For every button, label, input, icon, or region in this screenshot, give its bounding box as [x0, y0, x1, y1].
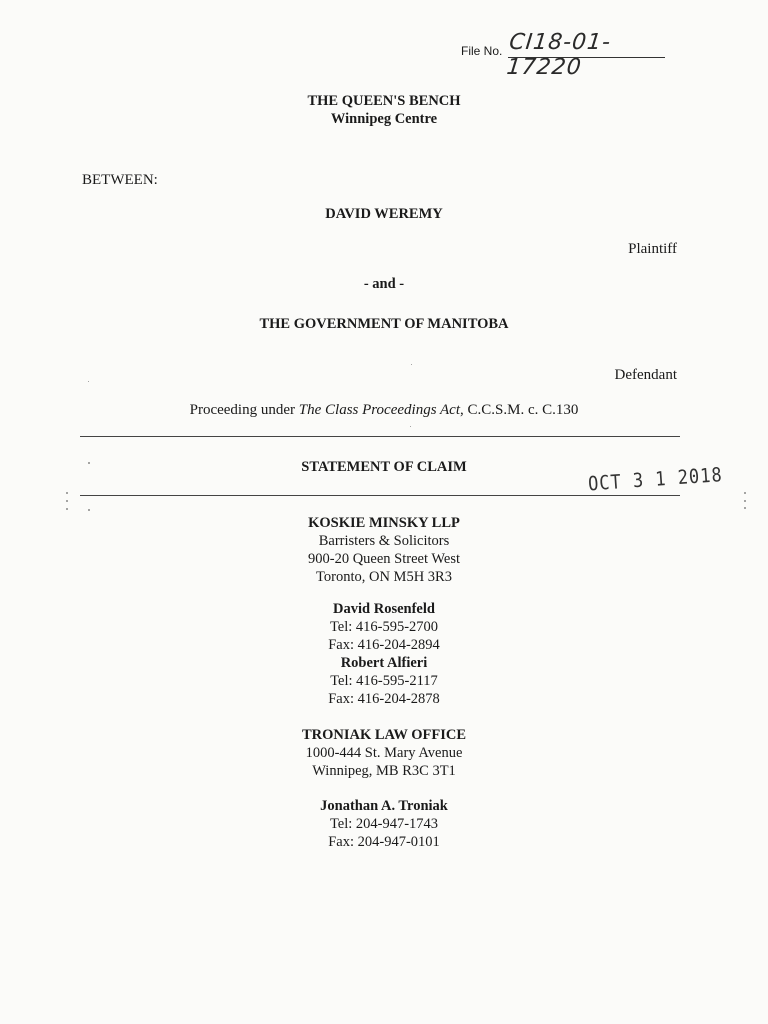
document-title: STATEMENT OF CLAIM: [301, 459, 467, 475]
firm2-line: Winnipeg, MB R3C 3T1: [312, 763, 456, 779]
plaintiff-name: DAVID WEREMY: [325, 206, 443, 222]
scan-speck: [744, 500, 746, 502]
firm2-line: 1000-444 St. Mary Avenue: [305, 745, 463, 761]
scan-speck: [66, 508, 68, 510]
lawyer-name: David Rosenfeld: [333, 601, 435, 617]
lawyer-alfieri: [0, 654, 768, 708]
proceeding-act: The Class Proceedings Act: [298, 402, 461, 418]
firm1-name: KOSKIE MINSKY LLP: [308, 515, 460, 531]
proceeding-prefix: Proceeding under: [189, 402, 299, 418]
scan-speck: [88, 381, 89, 382]
plaintiff-role: Plaintiff: [628, 241, 677, 257]
lawyer-rosenfeld: [0, 600, 768, 654]
lawyer-fax: Fax: 416-204-2894: [328, 637, 440, 653]
lawyer-fax: Fax: 416-204-2878: [328, 691, 440, 707]
court-centre: Winnipeg Centre: [330, 111, 438, 127]
file-no-value: CI18-01-17220: [505, 30, 613, 80]
scan-speck: [410, 426, 411, 427]
scan-speck: [744, 492, 746, 494]
lawyer-tel: Tel: 416-595-2117: [330, 673, 438, 689]
scan-speck: [88, 462, 90, 464]
defendant-name: THE GOVERNMENT OF MANITOBA: [259, 316, 509, 332]
divider-bottom: [80, 495, 680, 496]
defendant-role: Defendant: [614, 367, 677, 383]
scan-speck: [66, 492, 68, 494]
firm-koskie-minsky: [0, 514, 768, 586]
lawyer-name: Robert Alfieri: [340, 655, 428, 671]
received-date-stamp: OCT 3 1 2018: [587, 463, 724, 497]
proceeding-line: [0, 402, 768, 419]
lawyer-tel: Tel: 416-595-2700: [329, 619, 439, 635]
firm1-line: Barristers & Solicitors: [318, 533, 450, 549]
proceeding-suffix: , C.C.S.M. c. C.130: [460, 402, 579, 418]
between-label: BETWEEN:: [82, 172, 158, 188]
scan-speck: [88, 509, 90, 511]
divider-top: [80, 436, 680, 437]
lawyer-fax: Fax: 204-947-0101: [328, 834, 440, 850]
firm1-line: 900-20 Queen Street West: [308, 551, 460, 567]
lawyer-tel: Tel: 204-947-1743: [329, 816, 439, 832]
court-name: THE QUEEN'S BENCH: [307, 93, 461, 109]
file-no-underline: [508, 57, 665, 58]
lawyer-name: Jonathan A. Troniak: [320, 798, 448, 814]
file-no-label: File No.: [461, 44, 503, 58]
and-label: - and -: [363, 276, 405, 292]
lawyer-troniak: [0, 797, 768, 851]
firm-troniak: [0, 726, 768, 780]
scan-speck: [744, 507, 746, 509]
scan-speck: [66, 500, 68, 502]
firm1-line: Toronto, ON M5H 3R3: [316, 569, 452, 585]
scan-speck: [411, 364, 412, 365]
firm2-name: TRONIAK LAW OFFICE: [301, 727, 467, 743]
